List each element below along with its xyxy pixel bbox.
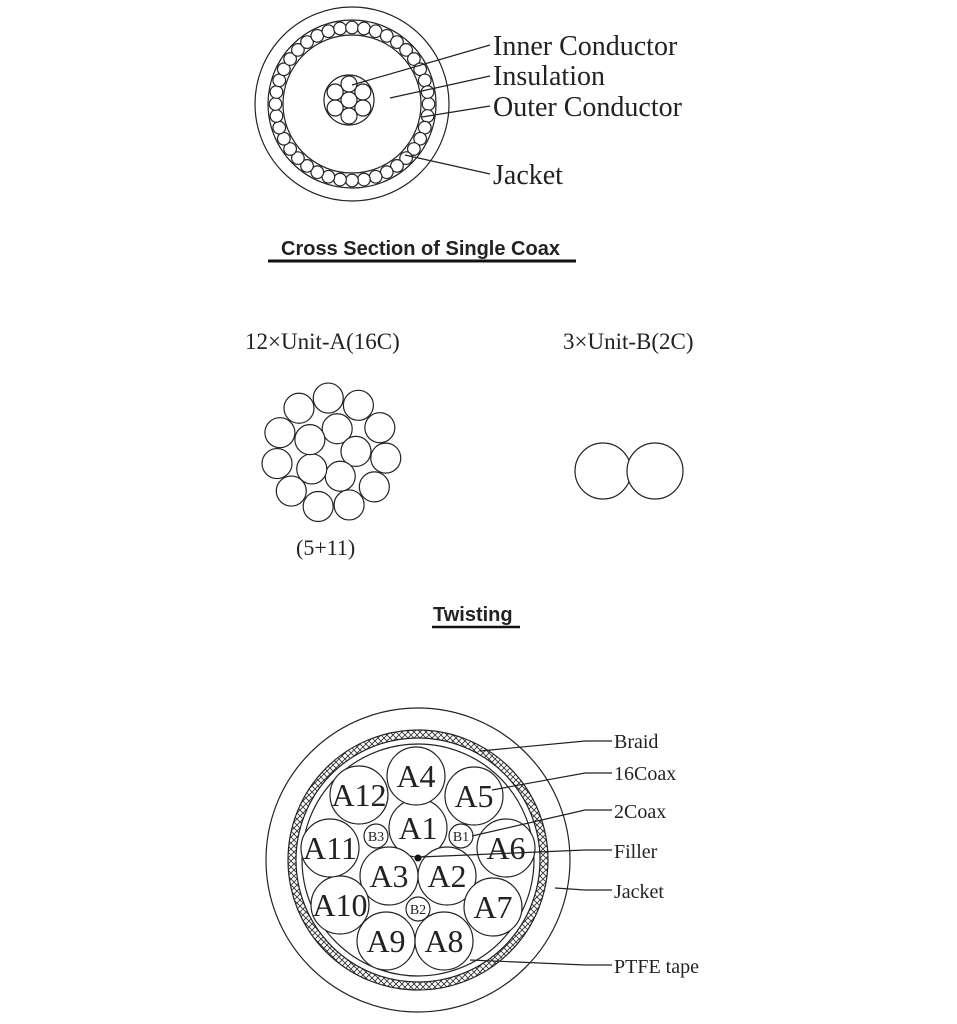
unit-a-outer-coax <box>303 491 333 521</box>
outer-conductor-strand <box>273 121 286 134</box>
unit-a-label-a4: A4 <box>396 758 436 794</box>
unit-a-outer-coax <box>334 490 364 520</box>
unit-a-label-a9: A9 <box>366 923 406 959</box>
unit-b-title: 3×Unit-B(2C) <box>563 329 694 354</box>
outer-conductor-strand <box>270 110 283 123</box>
unit-a-label-a1: A1 <box>398 810 438 846</box>
label-jacket-cable: Jacket <box>614 881 664 903</box>
outer-conductor-strand <box>269 98 282 111</box>
unit-a-label-a7: A7 <box>473 889 513 925</box>
unit-b-pair <box>575 443 683 499</box>
outer-conductor-strand <box>358 22 371 35</box>
unit-b-coax-1 <box>575 443 631 499</box>
unit-a-label-a6: A6 <box>486 830 526 866</box>
outer-conductor-strand <box>334 22 347 35</box>
label-2coax: 2Coax <box>614 801 667 823</box>
unit-a-label-a3: A3 <box>369 858 409 894</box>
inner-strand <box>327 100 343 116</box>
outer-conductor-strand <box>422 98 435 111</box>
unit-a-outer-coax <box>343 390 373 420</box>
outer-conductor-strand <box>369 170 382 183</box>
label-insulation: Insulation <box>493 61 605 92</box>
inner-strand <box>355 84 371 100</box>
cable-filler <box>415 855 422 862</box>
outer-conductor-strand <box>358 173 371 186</box>
unit-a-bundle <box>262 383 401 521</box>
unit-a-outer-coax <box>284 393 314 423</box>
caption-single-coax: Cross Section of Single Coax <box>281 238 560 260</box>
unit-a-outer-coax <box>265 418 295 448</box>
unit-a-outer-coax <box>359 472 389 502</box>
unit-a-label-a12: A12 <box>331 777 387 813</box>
outer-conductor-strand <box>418 74 431 87</box>
caption-twisting: Twisting <box>433 604 513 626</box>
outer-conductor-strand <box>346 21 359 34</box>
unit-a-outer-coax <box>262 449 292 479</box>
unit-a-inner-coax <box>295 425 325 455</box>
unit-a-outer-coax <box>365 413 395 443</box>
outer-conductor-strand <box>322 25 335 38</box>
unit-b-label-b3: B3 <box>367 830 385 845</box>
label-filler: Filler <box>614 841 658 863</box>
outer-conductor-strand <box>270 86 283 99</box>
unit-a-label-a10: A10 <box>312 887 368 923</box>
label-jacket: Jacket <box>493 160 563 191</box>
unit-a-outer-coax <box>276 476 306 506</box>
cable-figure <box>266 708 699 1012</box>
unit-b-label-b1: B1 <box>452 830 470 845</box>
single-coax-figure <box>255 7 683 201</box>
unit-a-label-a8: A8 <box>424 923 464 959</box>
outer-conductor-strand <box>346 174 359 187</box>
unit-b-coax-2 <box>627 443 683 499</box>
label-16coax: 16Coax <box>614 763 677 785</box>
label-inner-conductor: Inner Conductor <box>493 31 678 62</box>
label-braid: Braid <box>614 731 659 753</box>
unit-a-inner-coax <box>325 461 355 491</box>
unit-a-label-a11: A11 <box>303 830 357 866</box>
unit-a-note: (5+11) <box>296 535 356 560</box>
outer-conductor-strand <box>334 173 347 186</box>
unit-a-outer-coax <box>371 443 401 473</box>
unit-a-outer-coax <box>313 383 343 413</box>
unit-a-title: 12×Unit-A(16C) <box>245 329 400 354</box>
label-ptfe-tape: PTFE tape <box>614 956 699 978</box>
unit-a-label-a5: A5 <box>454 778 494 814</box>
unit-a-label-a2: A2 <box>427 858 467 894</box>
label-outer-conductor: Outer Conductor <box>493 92 682 123</box>
unit-b-label-b2: B2 <box>409 903 427 918</box>
outer-conductor-strand <box>421 86 434 99</box>
